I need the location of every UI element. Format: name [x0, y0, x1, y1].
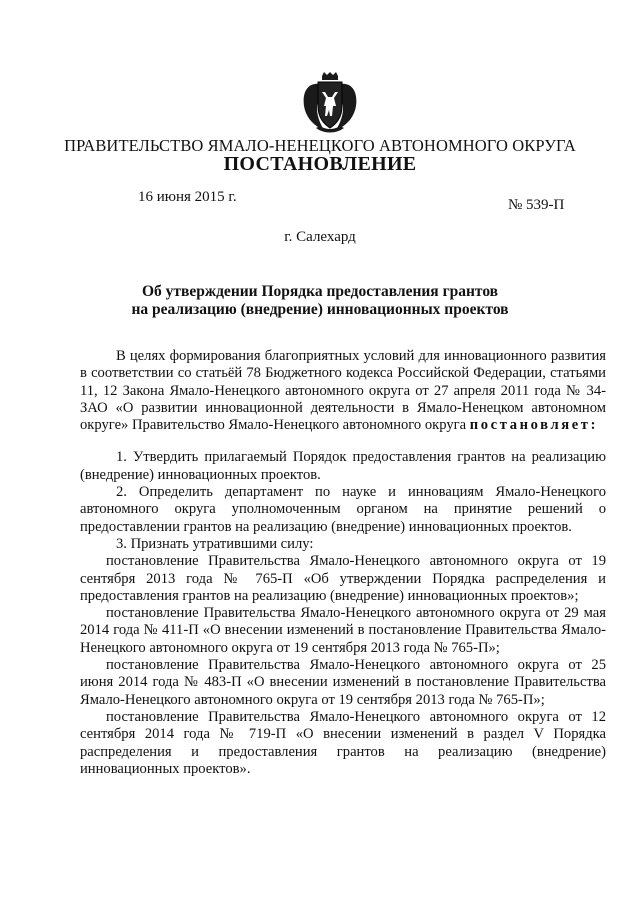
decree-word: постановляет:: [469, 417, 599, 434]
document-number: № 539-П: [508, 197, 565, 213]
document-date: 16 июня 2015 г.: [138, 189, 237, 205]
document-city: г. Салехард: [284, 229, 356, 245]
document-type: ПОСТАНОВЛЕНИЕ: [223, 153, 417, 175]
item-3: 3. Признать утратившими силу:: [116, 535, 314, 552]
government-name: ПРАВИТЕЛЬСТВО ЯМАЛО-НЕНЕЦКОГО АВТОНОМНОГО ОКРУГА: [64, 136, 576, 155]
repealed-item-4: постановление Правительства Ямало-Ненецкого автономного округа от 12 сентября 2014 года № 719-П «О внесении изменений в раздел V Порядка распределения и предоставления грантов на реализацию (внедрение) инновационных проектов».: [80, 708, 606, 777]
coat-of-arms-icon: [300, 72, 360, 134]
preamble-text: В целях формирования благоприятных условий для инновационного развития в соответствии со статьёй 78 Бюджетного кодекса Российской Федерации, статьями 11, 12 Закона Ямало-Ненецкого автономного округа от 27 апреля 2011 года № 34-ЗАО «О развитии инновационной деятельности в Ямало-Ненецком автономном округе» Правительство Ямало-Ненецкого автономного округа: [80, 348, 606, 434]
document-title: [0, 283, 640, 319]
paragraph-gap: [80, 434, 606, 449]
item-1: 1. Утвердить прилагаемый Порядок предоставления грантов на реализацию (внедрение) инновационных проектов.: [80, 449, 606, 483]
repealed-item-3: постановление Правительства Ямало-Ненецкого автономного округа от 25 июня 2014 года № 483-П «О внесении изменений в постановление Правительства Ямало-Ненецкого автономного округа от 19 сентября 2013 года № 765-П»;: [80, 657, 606, 708]
repealed-item-1: постановление Правительства Ямало-Ненецкого автономного округа от 19 сентября 2013 года № 765-П «Об утверждении Порядка распределения и предоставления грантов на реализацию (внедрение) инновационных проектов»;: [80, 553, 606, 604]
title-line-2: на реализацию (внедрение) инновационных проектов: [131, 301, 509, 318]
preamble-paragraph: [80, 348, 606, 434]
item-2: 2. Определить департамент по науке и инновациям Ямало-Ненецкого автономного округа уполномоченным органом на принятие решений о предоставлении грантов на реализацию (внедрение) инновационных проектов.: [80, 484, 606, 535]
title-line-1: Об утверждении Порядка предоставления грантов: [141, 283, 499, 300]
document-body: [80, 348, 606, 778]
repealed-item-2: постановление Правительства Ямало-Ненецкого автономного округа от 29 мая 2014 года № 411-П «О внесении изменений в постановление Правительства Ямало-Ненецкого автономного округа от 19 сентября 2013 года № 765-П»;: [80, 605, 606, 656]
